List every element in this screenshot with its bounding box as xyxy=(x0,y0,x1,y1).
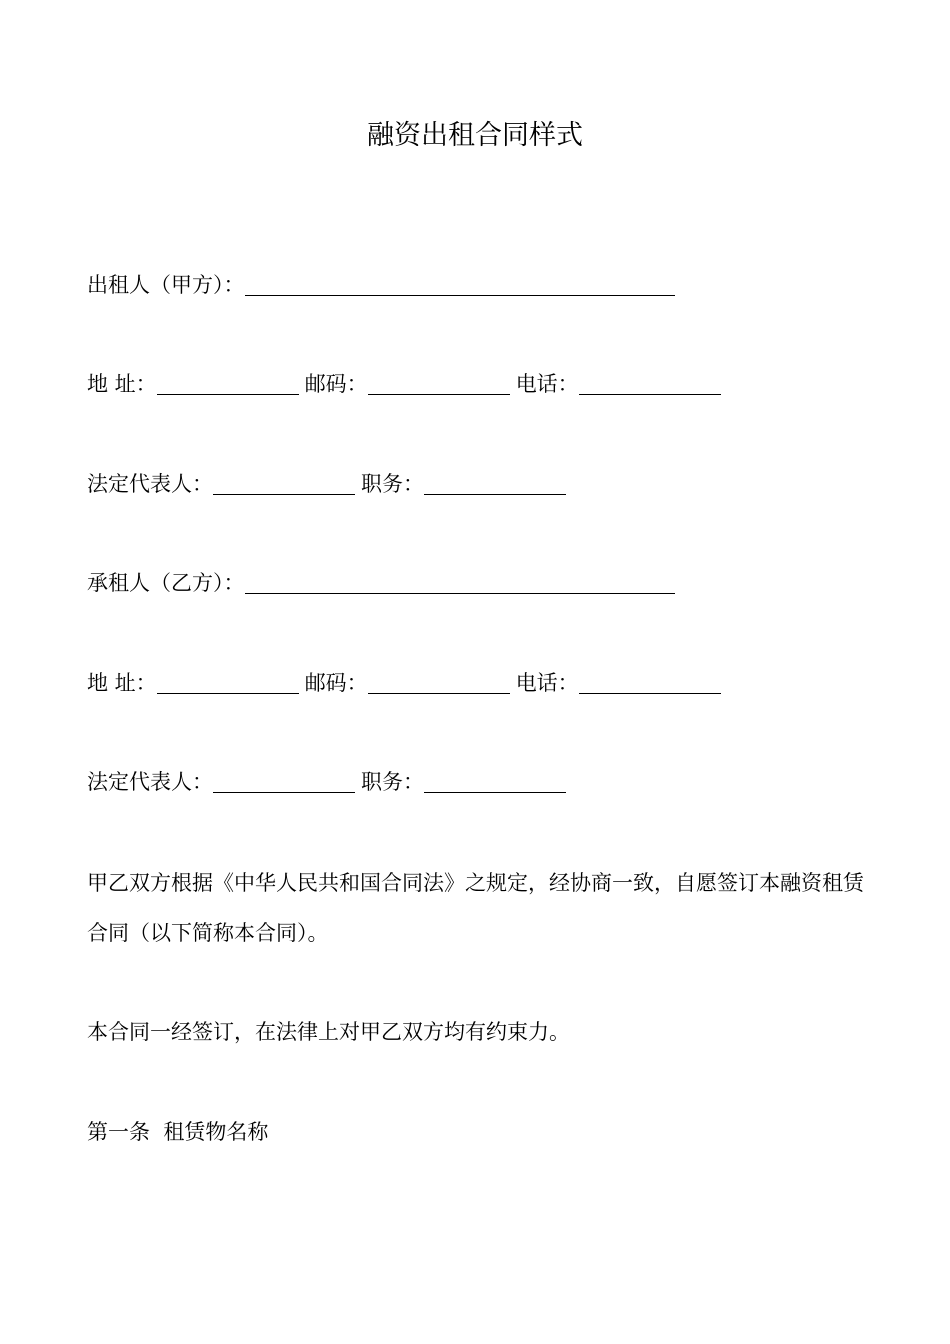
lessor-postcode-blank[interactable] xyxy=(368,372,510,395)
lessee-position-blank[interactable] xyxy=(424,770,566,793)
lessor-postcode-label: 邮码： xyxy=(304,372,368,396)
document-title: 融资出租合同样式 xyxy=(367,120,583,151)
lessee-rep-line xyxy=(87,767,566,797)
lessor-address-label: 地 址： xyxy=(87,372,157,396)
lessor-phone-blank[interactable] xyxy=(579,372,721,395)
lessee-position-label: 职务： xyxy=(361,770,424,794)
lessor-address-blank[interactable] xyxy=(157,372,299,395)
lessor-address-line xyxy=(87,369,721,399)
lessor-rep-label: 法定代表人： xyxy=(87,472,213,496)
lessor-position-blank[interactable] xyxy=(424,472,566,495)
lessee-address-label: 地 址： xyxy=(87,671,157,695)
lessee-postcode-label: 邮码： xyxy=(304,671,368,695)
lessor-rep-line xyxy=(87,469,566,499)
lessee-rep-blank[interactable] xyxy=(213,770,355,793)
lessor-name-line xyxy=(87,270,675,300)
lessee-rep-label: 法定代表人： xyxy=(87,770,213,794)
paragraph-binding: 本合同一经签订，在法律上对甲乙双方均有约束力。 xyxy=(87,1020,570,1044)
lessor-name-blank[interactable] xyxy=(245,273,675,296)
lessee-phone-label: 电话： xyxy=(515,671,579,695)
lessee-label: 承租人（乙方）： xyxy=(87,571,245,595)
paragraph-basis: 甲乙双方根据《中华人民共和国合同法》之规定，经协商一致，自愿签订本融资租赁合同（以下简称本合同）。 xyxy=(87,871,864,945)
article-1-heading: 第一条 租赁物名称 xyxy=(87,1120,269,1144)
lessee-postcode-blank[interactable] xyxy=(368,671,510,694)
lessee-phone-blank[interactable] xyxy=(579,671,721,694)
lessee-name-blank[interactable] xyxy=(245,571,675,594)
lessee-address-blank[interactable] xyxy=(157,671,299,694)
lessor-position-label: 职务： xyxy=(361,472,424,496)
lessor-label: 出租人（甲方）： xyxy=(87,273,245,297)
lessee-address-line xyxy=(87,668,721,698)
lessor-phone-label: 电话： xyxy=(515,372,579,396)
lessee-name-line xyxy=(87,568,675,598)
lessor-rep-blank[interactable] xyxy=(213,472,355,495)
